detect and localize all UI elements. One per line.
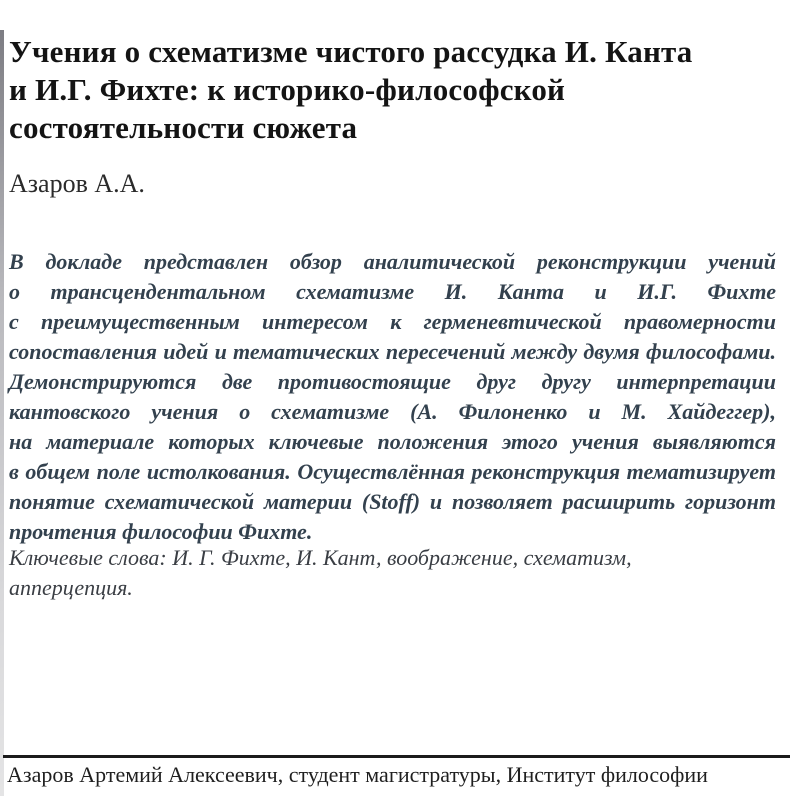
abstract-paragraph: [9, 247, 776, 547]
keywords-line-2: апперцепция.: [9, 575, 133, 600]
abstract-line: с преимущественным интересом к герменевтической правомерности: [9, 309, 776, 334]
abstract-line: в общем поле истолкования. Осуществлённая реконструкция тематизирует: [9, 459, 776, 484]
abstract-line: о трансцендентальном схематизме И. Канта и И.Г. Фихте: [9, 279, 776, 304]
author-affiliation: Азаров Артемий Алексеевич, студент магистратуры, Институт философии: [7, 762, 708, 787]
abstract-line: сопоставления идей и тематических пересечений между двумя философами.: [9, 339, 776, 364]
title-line-2: и И.Г. Фихте: к историко-философской: [9, 72, 566, 107]
keywords-line-1: Ключевые слова: И. Г. Фихте, И. Кант, воображение, схематизм,: [9, 545, 632, 570]
abstract-line: на материале которых ключевые положения этого учения выявляются: [9, 429, 776, 454]
abstract-line: Демонстрируются две противостоящие друг другу интерпретации: [9, 369, 776, 394]
footnote-block: [3, 755, 790, 788]
title-line-3: состоятельности сюжета: [9, 110, 358, 145]
author-name: Азаров А.А.: [9, 169, 145, 198]
footnote-divider: [3, 755, 790, 758]
abstract-line: понятие схематической материи (Stoff) и позволяет расширить горизонт: [9, 489, 776, 514]
keywords-block: [9, 543, 710, 603]
paper-title: [9, 33, 780, 147]
abstract-line: кантовского учения о схематизме (А. Филоненко и М. Хайдеггер),: [9, 399, 776, 424]
scan-edge-shadow: [0, 30, 4, 796]
title-line-1: Учения о схематизме чистого рассудка И. Канта: [9, 34, 693, 69]
abstract-line: В докладе представлен обзор аналитической реконструкции учений: [9, 249, 776, 274]
abstract-line: прочтения философии Фихте.: [9, 519, 313, 544]
